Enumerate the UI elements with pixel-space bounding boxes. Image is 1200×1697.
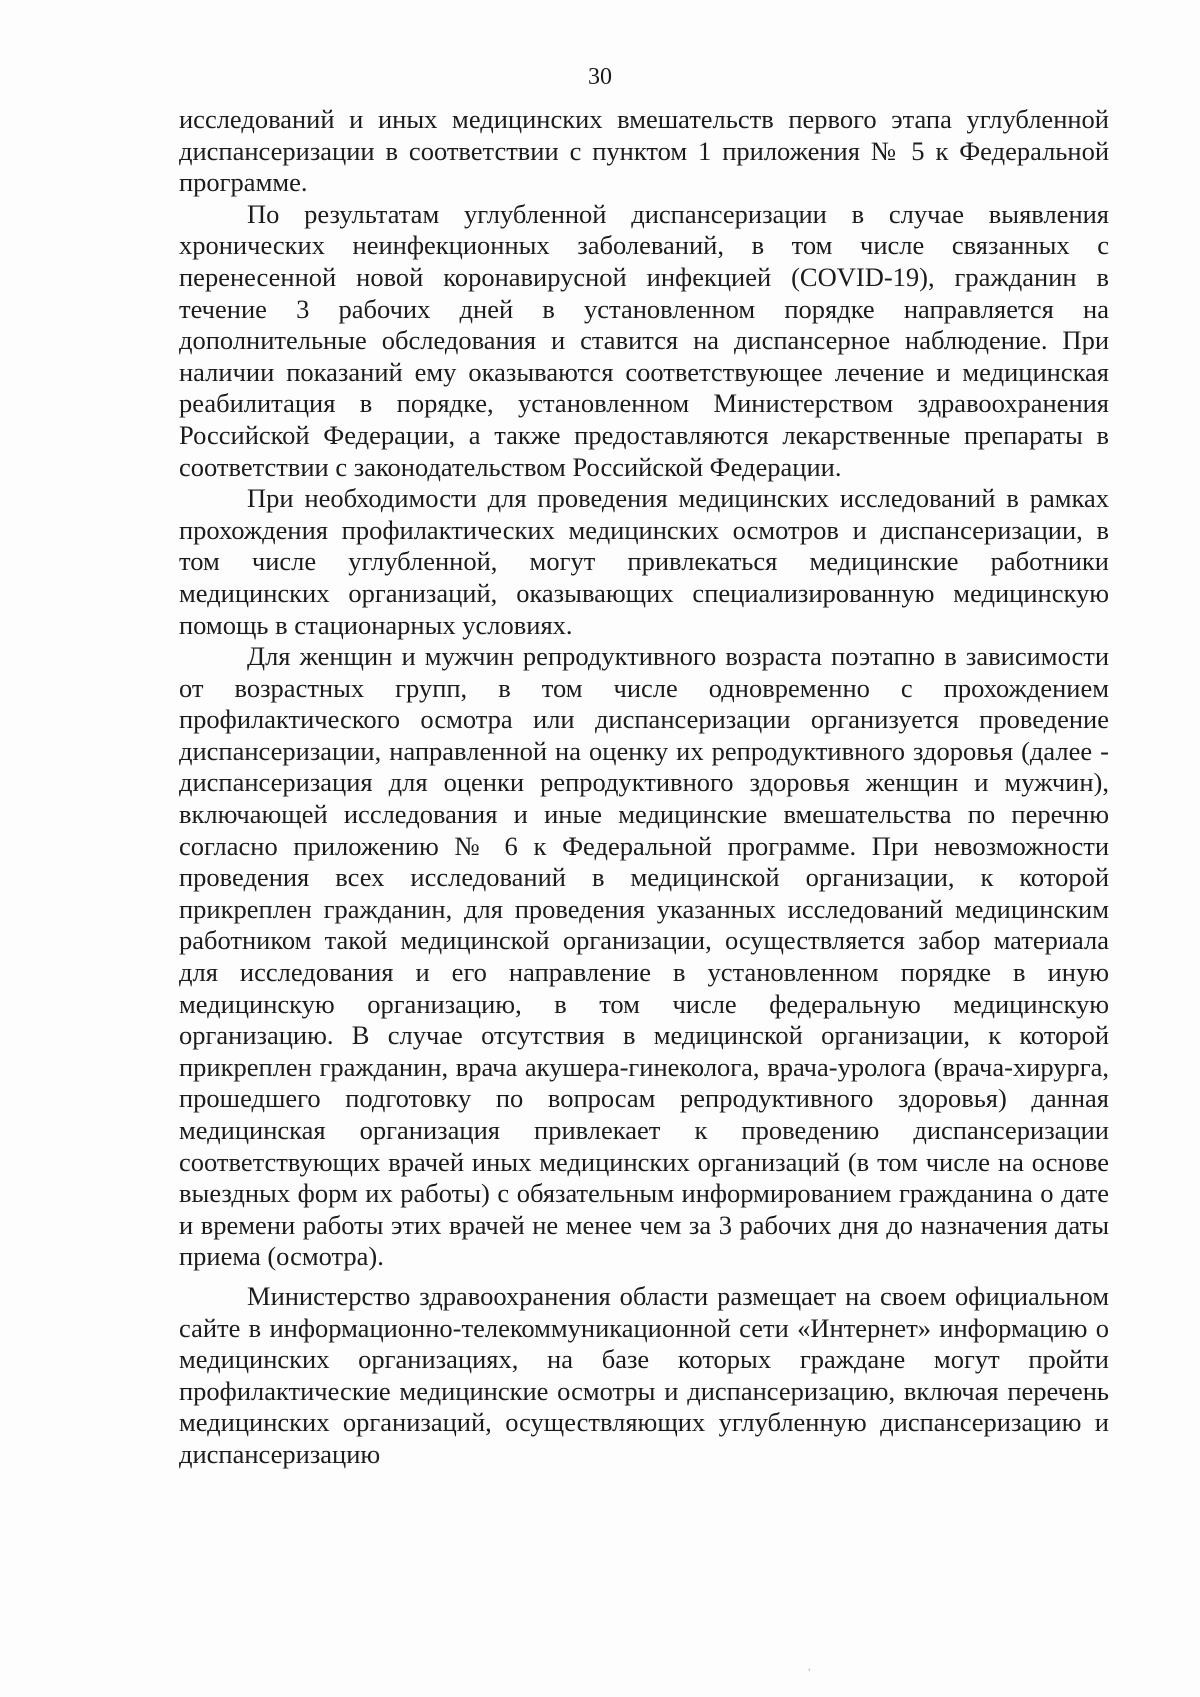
paragraph-in-depth-results: По результатам углубленной диспансеризации в случае выявления хронических неинфекционных заболеваний, в том числе связанных с перенесенной новой коронавирусной инфекцией (COVID-19), гражданин в течение 3 рабочих дней в установленном порядке направляется на дополнительные обследования и ставится на диспансерное наблюдение. При наличии показаний ему оказываются соответствующее лечение и медицинская реабилитация в порядке, установленном Министерством здравоохранения Российской Федерации, а также предоставляются лекарственные препараты в соответствии с законодательством Российской Федерации. xyxy=(179,198,1109,482)
document-body xyxy=(179,104,1109,1471)
scan-artifact: ' xyxy=(808,1668,811,1678)
paragraph-continuation: исследований и иных медицинских вмешательств первого этапа углубленной диспансеризации в соответствии с пунктом 1 приложения № 5 к Федеральной программе. xyxy=(179,104,1109,198)
paragraph-reproductive-health: Для женщин и мужчин репродуктивного возраста поэтапно в зависимости от возрастных групп, в том числе одновременно с прохождением профилактического осмотра или диспансеризации организуется проведение диспансеризации, направленной на оценку их репродуктивного здоровья (далее - диспансеризация для оценки репродуктивного здоровья женщин и мужчин), включающей исследования и иные медицинские вмешательства по перечню согласно приложению № 6 к Федеральной программе. При невозможности проведения всех исследований в медицинской организации, к которой прикреплен гражданин, для проведения указанных исследований медицинским работником такой медицинской организации, осуществляется забор материала для исследования и его направление в установленном порядке в иную медицинскую организацию, в том числе федеральную медицинскую организацию. В случае отсутствия в медицинской организации, к которой прикреплен гражданин, врача акушера-гинеколога, врача-уролога (врача-хирурга, прошедшего подготовку по вопросам репродуктивного здоровья) данная медицинская организация привлекает к проведению диспансеризации соответствующих врачей иных медицинских организаций (в том числе на основе выездных форм их работы) с обязательным информированием гражданина о дате и времени работы этих врачей не менее чем за 3 рабочих дня до назначения даты приема (осмотра). xyxy=(179,641,1109,1272)
paragraph-ministry-website: Министерство здравоохранения области размещает на своем официальном сайте в информационно-телекоммуникационной сети «Интернет» информацию о медицинских организациях, на базе которых граждане могут пройти профилактические медицинские осмотры и диспансеризацию, включая перечень медицинских организаций, осуществляющих углубленную диспансеризацию и диспансеризацию xyxy=(179,1280,1109,1469)
page-number: 30 xyxy=(588,64,612,90)
paragraph-medical-workers: При необходимости для проведения медицинских исследований в рамках прохождения профилактических медицинских осмотров и диспансеризации, в том числе углубленной, могут привлекаться медицинские работники медицинских организаций, оказывающих специализированную медицинскую помощь в стационарных условиях. xyxy=(179,483,1109,640)
